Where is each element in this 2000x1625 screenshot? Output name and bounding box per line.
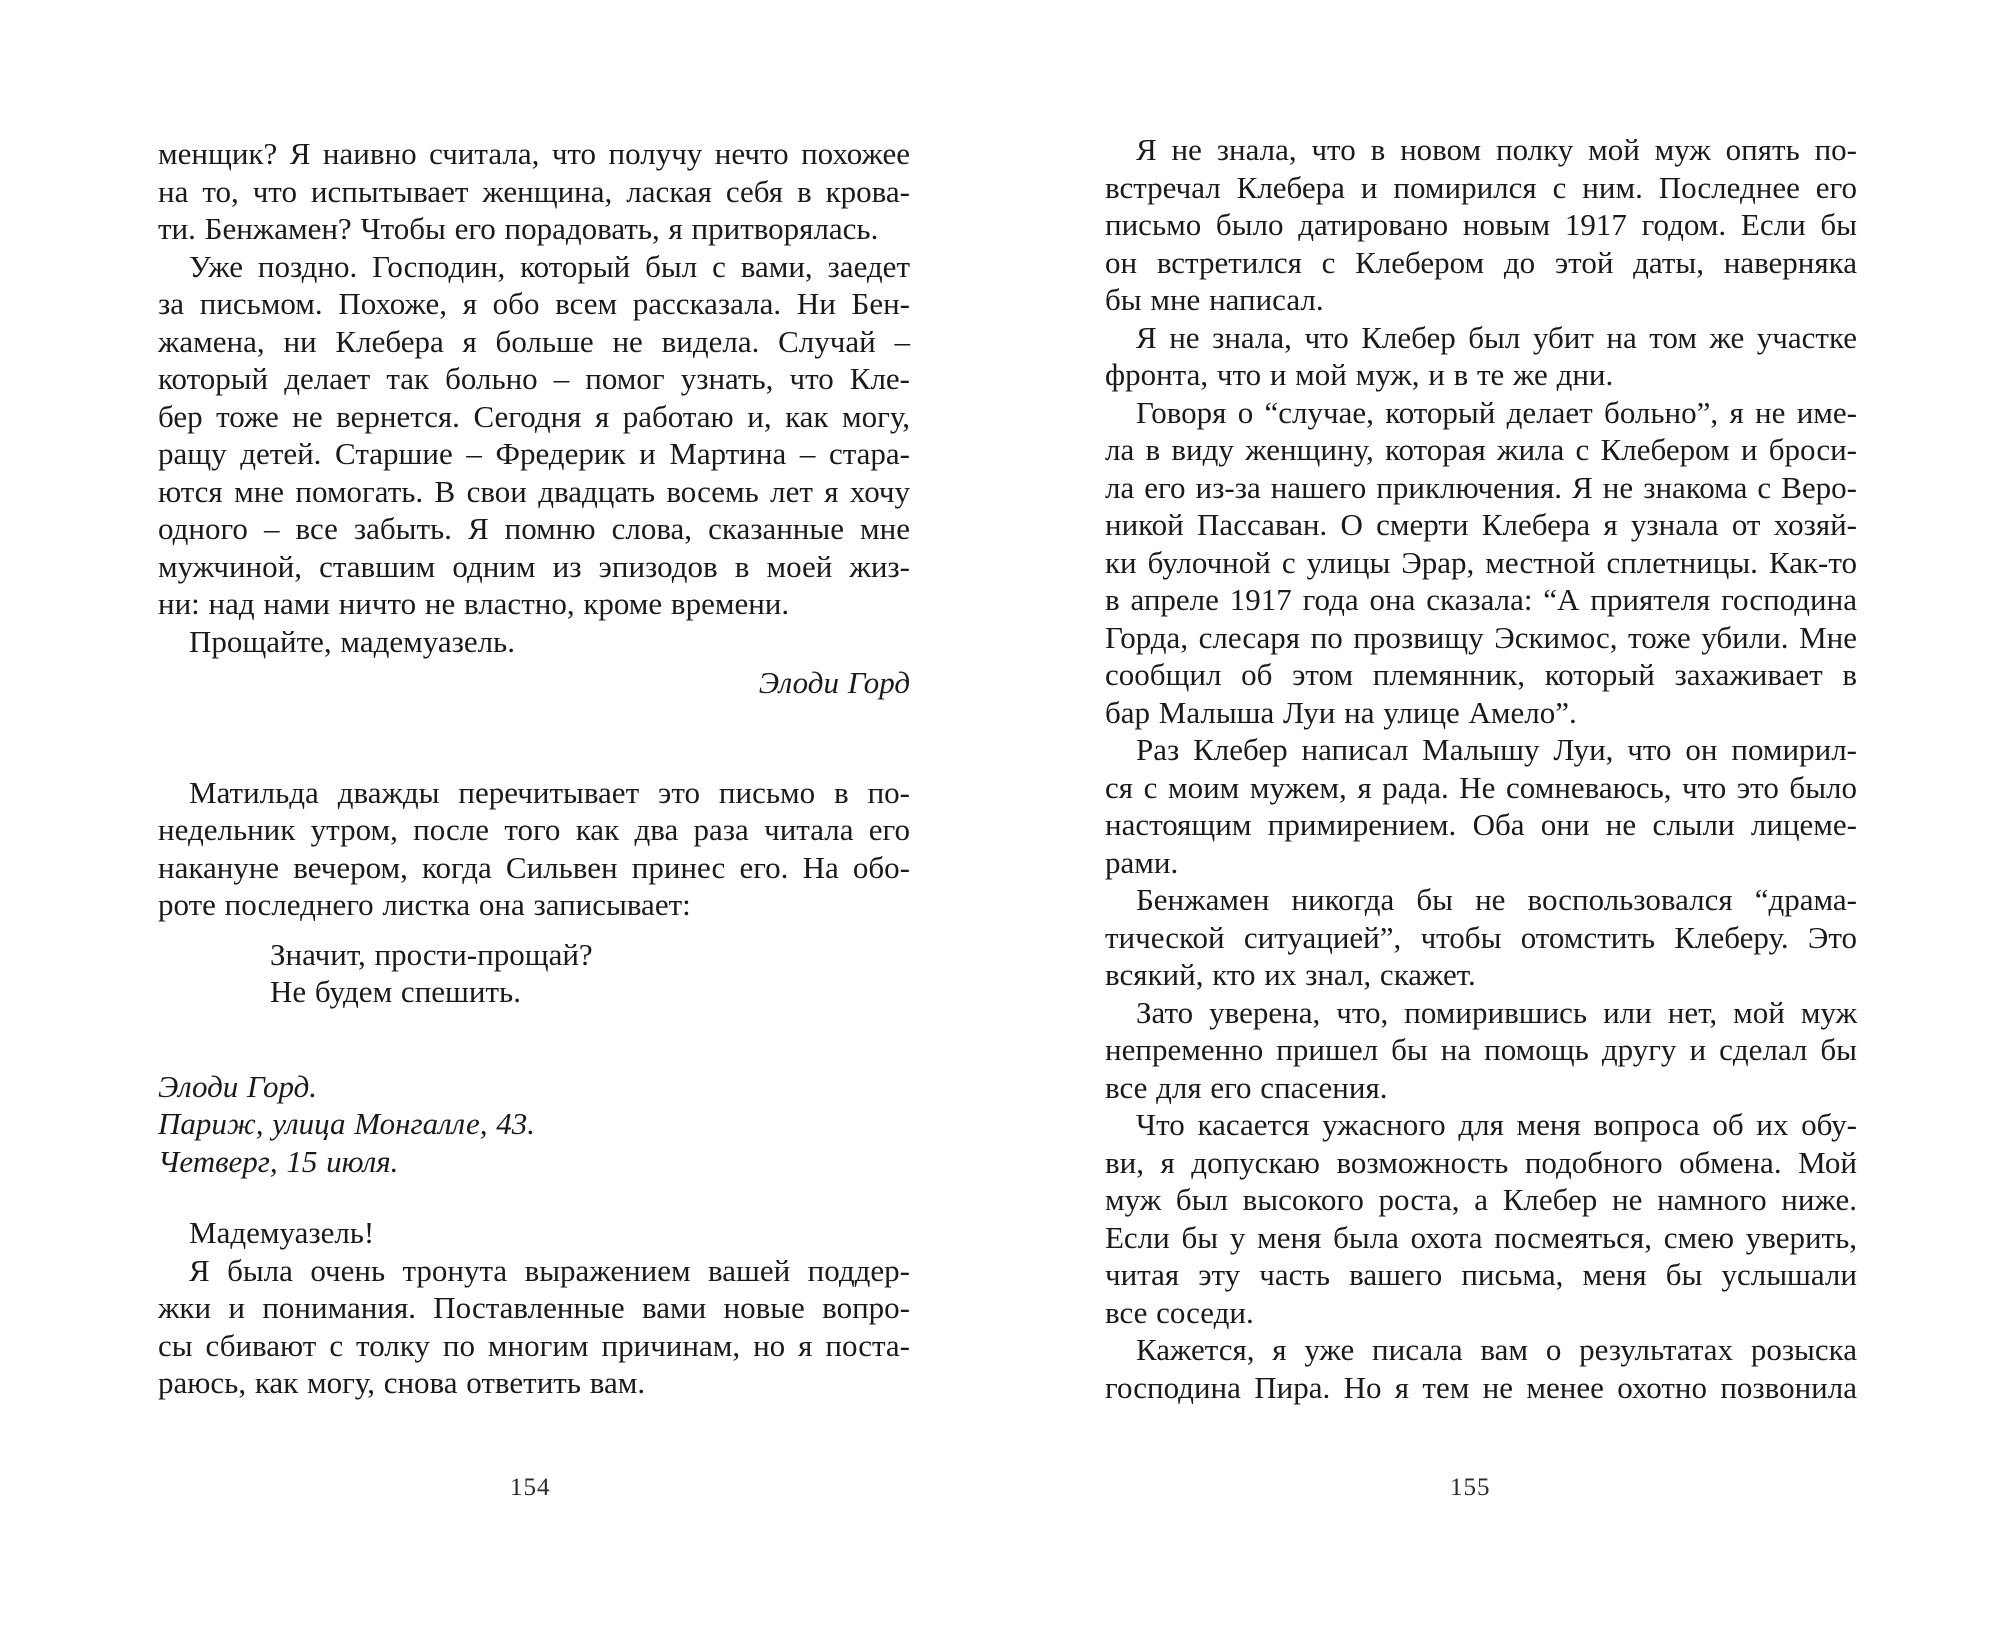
left-section-1 <box>158 135 910 660</box>
text-line: Бенжамен никогда бы не воспользовался “драма- <box>1105 882 1857 917</box>
text-line: менщик? Я наивно считала, что получу нечто похожее <box>158 136 910 171</box>
text-line: Париж, улица Монгалле, 43. <box>158 1106 535 1141</box>
text-line: ла в виду женщину, которая жила с Клебером и броси- <box>1105 432 1857 467</box>
text-line: рами. <box>1105 844 1179 880</box>
text-line: Четверг, 15 июля. <box>158 1143 399 1179</box>
text-line: бар Малыша Луи на улице Амело”. <box>1105 694 1577 730</box>
text-line: все для его спасения. <box>1105 1069 1388 1105</box>
text-line: настоящим примирением. Оба они не слыли лицеме- <box>1105 807 1857 842</box>
text-line: на то, что испытывает женщина, лаская себя в крова- <box>158 173 910 209</box>
text-line: жки и понимания. Поставленные вами новые вопро- <box>158 1290 910 1325</box>
text-line: Я не знала, что Клебер был убит на том же участке <box>1105 319 1857 355</box>
page-number-left: 154 <box>510 1474 551 1501</box>
text-line: Я не знала, что в новом полку мой муж опять по- <box>1105 132 1857 167</box>
text-line: ни: над нами ничто не властно, кроме времени. <box>158 586 790 621</box>
text-line: тической ситуацией”, чтобы отомстить Клеберу. Это <box>1105 919 1857 955</box>
right-section <box>1105 131 1857 1406</box>
text-line: раюсь, как могу, снова ответить вам. <box>158 1365 646 1400</box>
text-line: читая эту часть вашего письма, меня бы услышали <box>1105 1257 1857 1292</box>
right-text-block <box>1105 131 1857 1406</box>
text-line: жамена, ни Клебера я больше не видела. Случай – <box>158 323 910 359</box>
text-line: фронта, что и мой муж, и в те же дни. <box>1105 357 1614 392</box>
left-section-3 <box>158 1214 910 1402</box>
text-line: Горда, слесаря по прозвищу Эскимос, тоже убили. Мне <box>1105 619 1857 655</box>
text-line: Значит, прости-прощай? <box>270 936 593 972</box>
text-line: Говоря о “случае, который делает больно”, я не име- <box>1105 394 1857 430</box>
text-line: ки булочной с улицы Эрар, местной сплетницы. Как-то <box>1105 544 1857 580</box>
text-line: муж был высокого роста, а Клебер не намного ниже. <box>1105 1182 1857 1217</box>
text-line: который делает так больно – помог узнать, что Кле- <box>158 361 910 396</box>
text-line: сообщил об этом племянник, который захаживает в <box>1105 657 1857 692</box>
text-line: в апреле 1917 года она сказала: “А приятеля господина <box>1105 582 1857 617</box>
text-line: за письмом. Похоже, я обо всем рассказала. Ни Бен- <box>158 286 910 321</box>
text-line: мужчиной, ставшим одним из эпизодов в моей жиз- <box>158 548 910 584</box>
text-line: господина Пира. Но я тем не менее охотно позвонила <box>1105 1369 1857 1405</box>
text-line: Если бы у меня была охота посмеяться, смею уверить, <box>1105 1219 1857 1255</box>
text-line: ются мне помогать. В свои двадцать восемь лет я хочу <box>158 473 910 509</box>
text-line: роте последнего листка она записывает: <box>158 887 691 922</box>
text-line: ла его из-за нашего приключения. Я не знакома с Веро- <box>1105 469 1857 505</box>
left-section-2 <box>158 774 910 924</box>
text-line: бы мне написал. <box>1105 282 1324 317</box>
address-block <box>158 1068 910 1181</box>
poem <box>158 936 910 1011</box>
text-line: Элоди Горд. <box>158 1068 318 1104</box>
text-line: Не будем спешить. <box>270 974 521 1009</box>
text-line: письмо было датировано новым 1917 годом. Если бы <box>1105 207 1857 242</box>
signature: Элоди Горд <box>758 665 910 700</box>
text-line: Что касается ужасного для меня вопроса об их обу- <box>1105 1107 1857 1142</box>
text-line: ти. Бенжамен? Чтобы его порадовать, я притворялась. <box>158 211 879 246</box>
text-line: ся с моим мужем, я рада. Не сомневаюсь, что это было <box>1105 769 1857 805</box>
text-line: недельник утром, после того как два раза читала его <box>158 812 910 847</box>
text-line: Прощайте, мадемуазель. <box>158 623 515 659</box>
text-line: бер тоже не вернется. Сегодня я работаю и, как могу, <box>158 398 910 434</box>
text-line: всякий, кто их знал, скажет. <box>1105 957 1476 992</box>
right-page <box>1000 0 2000 1625</box>
text-line: Зато уверена, что, помирившись или нет, мой муж <box>1105 994 1857 1030</box>
text-line: Мадемуазель! <box>158 1215 375 1250</box>
text-line: Уже поздно. Господин, который был с вами, заедет <box>158 248 910 284</box>
text-line: все соседи. <box>1105 1294 1254 1330</box>
text-line: ращу детей. Старшие – Фредерик и Мартина – стара- <box>158 436 910 471</box>
text-line: накануне вечером, когда Сильвен принес его. На обо- <box>158 849 910 885</box>
text-line: непременно пришел бы на помощь другу и сделал бы <box>1105 1032 1857 1067</box>
text-line: ви, я допускаю возможность подобного обмена. Мой <box>1105 1144 1857 1180</box>
page-number-right: 155 <box>1450 1474 1491 1501</box>
text-line: Я была очень тронута выражением вашей поддер- <box>158 1252 910 1288</box>
text-line: Кажется, я уже писала вам о результатах розыска <box>1105 1332 1857 1367</box>
left-text-block <box>158 135 910 1402</box>
text-line: никой Пассаван. О смерти Клебера я узнала от хозяй- <box>1105 507 1857 542</box>
text-line: он встретился с Клебером до этой даты, наверняка <box>1105 244 1857 280</box>
text-line: встречал Клебера и помирился с ним. Последнее его <box>1105 169 1857 205</box>
text-line: Раз Клебер написал Малышу Луи, что он помирил- <box>1105 732 1857 767</box>
text-line: одного – все забыть. Я помню слова, сказанные мне <box>158 511 910 546</box>
text-line: сы сбивают с толку по многим причинам, но я поста- <box>158 1327 910 1363</box>
text-line: Матильда дважды перечитывает это письмо в по- <box>158 774 910 810</box>
